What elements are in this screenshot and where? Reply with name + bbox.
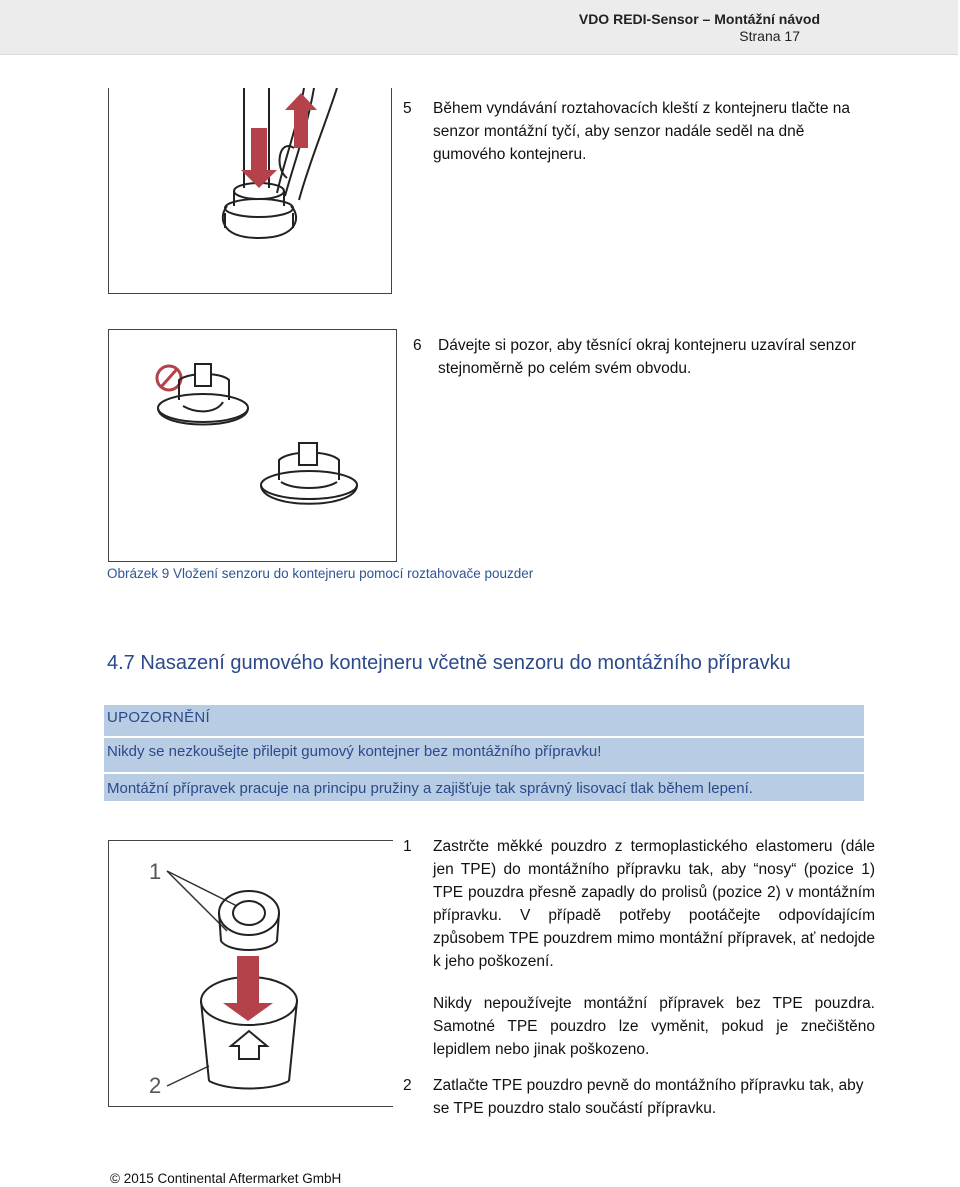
section-heading: 4.7 Nasazení gumového kontejneru včetně senzoru do montážního přípravku xyxy=(107,652,791,674)
step-number: 6 xyxy=(413,337,422,354)
step-number: 1 xyxy=(403,838,412,855)
footer-copyright: © 2015 Continental Aftermarket GmbH xyxy=(110,1171,342,1186)
prohibited-icon xyxy=(157,366,181,390)
warning-line-2: Montážní přípravek pracuje na principu pružiny a zajišťuje tak správný lisovací tlak během lepení. xyxy=(107,780,753,797)
tpe-bushing-illustration xyxy=(109,841,393,1106)
step-1 xyxy=(403,835,875,1061)
step-2 xyxy=(403,1074,875,1120)
warning-line-1: Nikdy se nezkoušejte přilepit gumový kontejner bez montážního přípravku! xyxy=(107,743,602,760)
step-number: 5 xyxy=(403,100,412,117)
figure-caption: Obrázek 9 Vložení senzoru do kontejneru pomocí roztahovače pouzder xyxy=(107,566,534,581)
page-number: Strana 17 xyxy=(739,28,800,44)
seal-check-illustration xyxy=(109,330,396,561)
figure-seal-check xyxy=(108,329,397,562)
position-label-1: 1 xyxy=(149,859,162,884)
step-text: Dávejte si pozor, aby těsnící okraj kontejneru uzavíral senzor stejnoměrně po celém svém obvodu. xyxy=(438,337,856,377)
position-label-2: 2 xyxy=(149,1073,162,1098)
down-arrow-icon xyxy=(223,956,273,1021)
figure-tpe-bushing xyxy=(108,840,393,1107)
warning-divider xyxy=(104,772,864,774)
figure-sensor-push xyxy=(108,88,392,294)
step-text: Během vyndávání roztahovacích kleští z kontejneru tlačte na senzor montážní tyčí, aby senzor nadále seděl na dně gumového kontejneru. xyxy=(433,100,851,163)
step-5 xyxy=(403,97,883,166)
step-number: 2 xyxy=(403,1077,412,1094)
document-title: VDO REDI-Sensor – Montážní návod xyxy=(578,11,820,27)
step-note: Nikdy nepoužívejte montážní přípravek bez TPE pouzdra. Samotné TPE pouzdro lze vyměnit, pokud je znečištěno lepidlem nebo jinak poškozeno. xyxy=(433,995,875,1058)
warning-divider xyxy=(104,736,864,738)
warning-box xyxy=(104,705,864,801)
page-header xyxy=(0,0,958,55)
step-text: Zastrčte měkké pouzdro z termoplastického elastomeru (dále jen TPE) do montážního přípravku tak, aby “nosy“ (pozice 1) TPE pouzdra přesně zapadly do prolisů (pozice 2) v montážním přípravku. V případě potřeby pootáčejte odpovídajícím způsobem TPE pouzdrem mimo montážní přípravek, ať nedojde k jeho poškození. xyxy=(433,838,875,970)
down-arrow-icon xyxy=(241,128,277,188)
step-text: Zatlačte TPE pouzdro pevně do montážního přípravku tak, aby se TPE pouzdro stalo součástí přípravku. xyxy=(433,1077,864,1117)
up-arrow-outline-icon xyxy=(231,1031,267,1059)
warning-title: UPOZORNĚNÍ xyxy=(107,709,211,726)
sensor-push-illustration xyxy=(109,88,391,293)
step-6 xyxy=(413,334,883,380)
